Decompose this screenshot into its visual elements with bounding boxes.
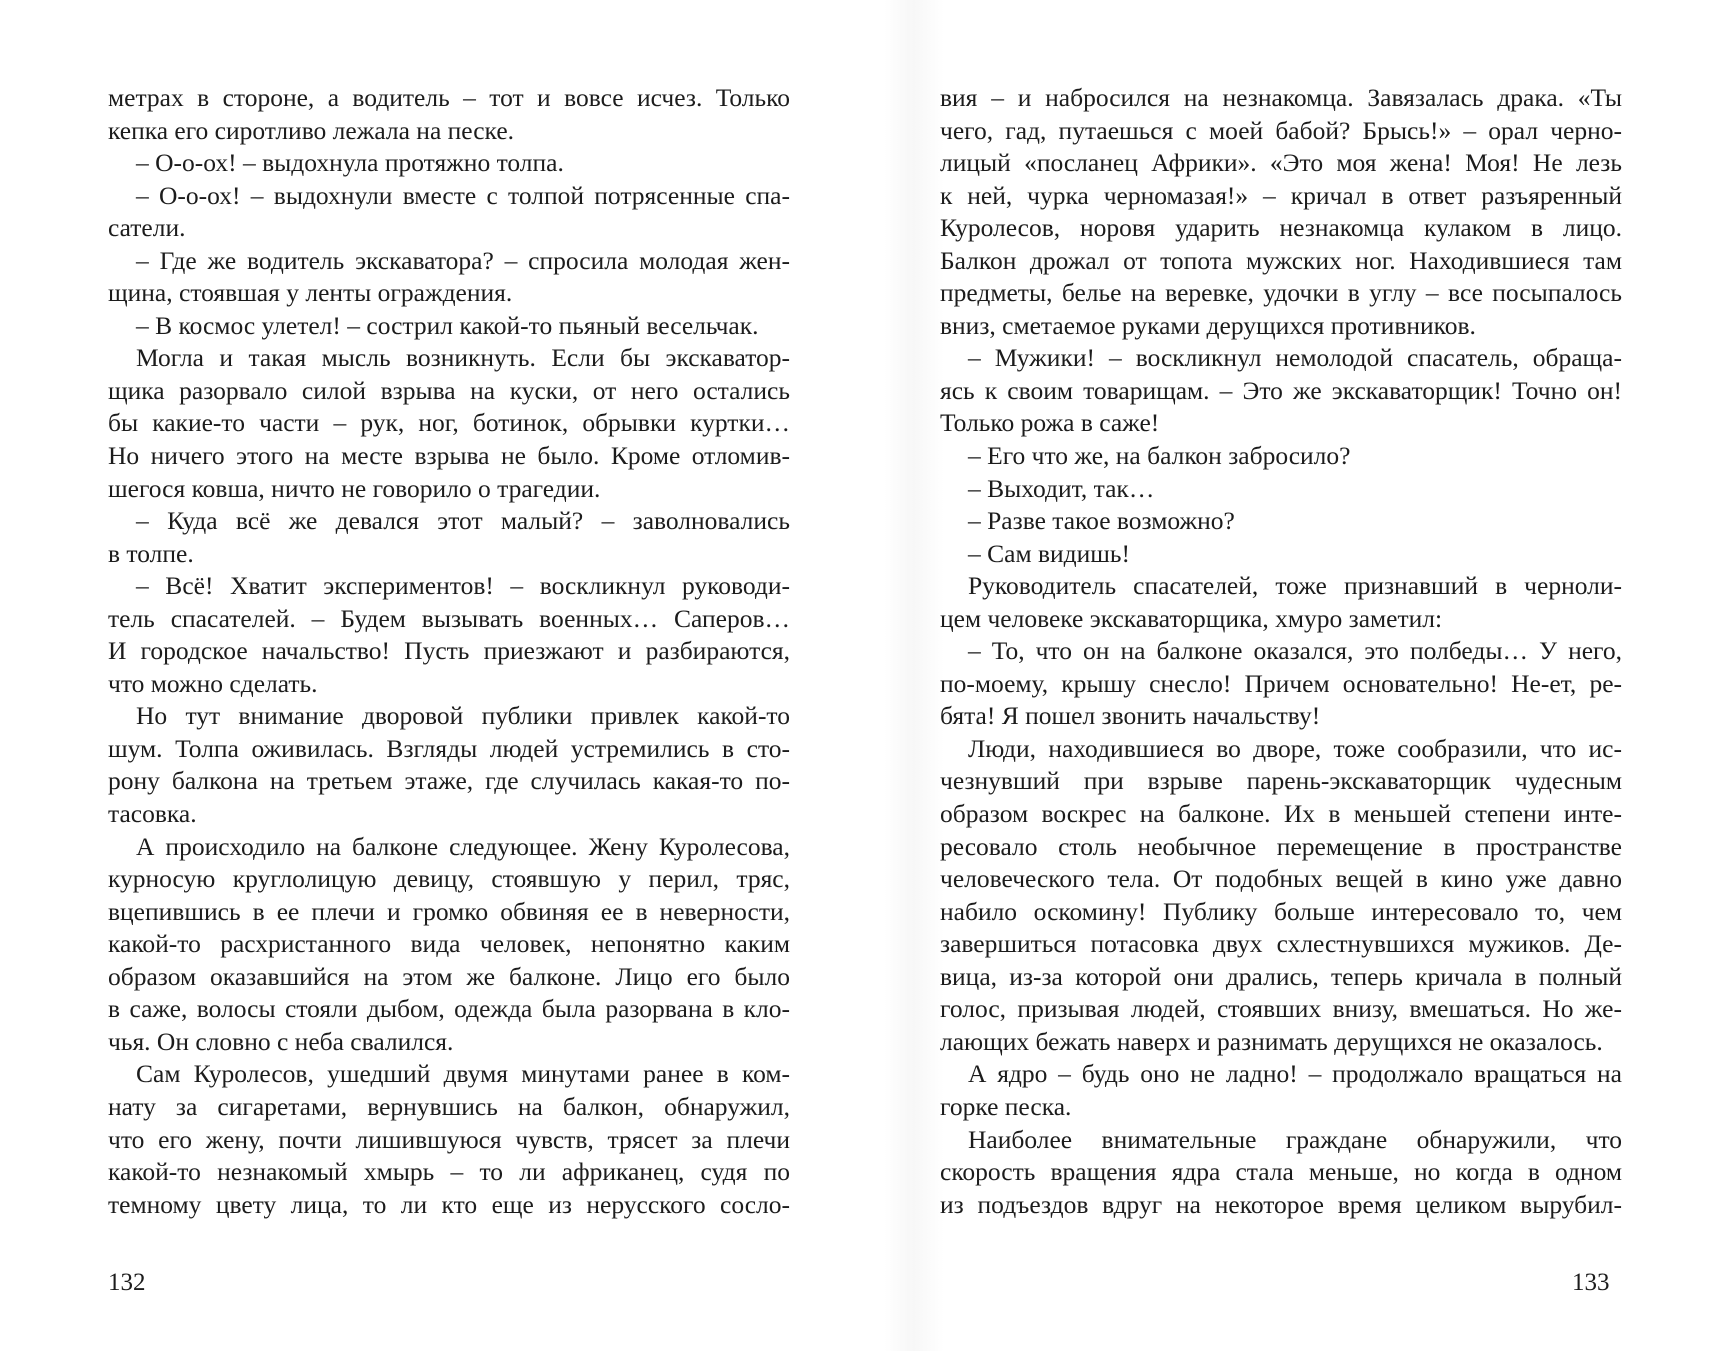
text-line: какой-то незнакомый хмырь – то ли африканец, судя по bbox=[108, 1157, 790, 1187]
text-line: что его жену, почти лишившуюся чувств, трясет за плечи bbox=[108, 1124, 790, 1154]
text-line: шегося ковша, ничто не говорило о трагедии. bbox=[108, 473, 601, 503]
text-line: ресовало столь необычное перемещение в пространстве bbox=[940, 831, 1622, 861]
text-line: Руководитель спасателей, тоже признавший в черноли- bbox=[968, 571, 1622, 601]
text-line: чья. Он словно с неба свалился. bbox=[108, 1026, 454, 1056]
text-line: – Мужики! – воскликнул немолодой спасатель, обраща- bbox=[968, 343, 1622, 373]
text-line: лающих бежать наверх и разнимать дерущихся не оказалось. bbox=[940, 1026, 1603, 1056]
text-line: Люди, находившиеся во дворе, тоже сообразили, что ис- bbox=[968, 733, 1622, 763]
text-line: чего, гад, путаешься с моей бабой? Брысь!» – орал черно- bbox=[940, 115, 1622, 145]
left-page-text bbox=[108, 82, 790, 1221]
text-line: по-моему, крышу снесло! Причем основательно! Не-ет, ре- bbox=[940, 668, 1622, 698]
text-line: щика разорвало силой взрыва на куски, от него остались bbox=[108, 375, 790, 405]
text-line: курносую круглолицую девицу, стоявшую у перил, тряс, bbox=[108, 864, 790, 894]
text-line: образом воскрес на балконе. Их в меньшей степени инте- bbox=[940, 799, 1622, 829]
text-line: человеческого тела. От подобных вещей в кино уже давно bbox=[940, 864, 1622, 894]
text-line: Балкон дрожал от топота мужских ног. Находившиеся там bbox=[940, 245, 1622, 275]
text-line: нату за сигаретами, вернувшись на балкон, обнаружил, bbox=[108, 1091, 790, 1121]
text-line: темному цвету лица, то ли кто еще из нерусского сосло- bbox=[108, 1189, 790, 1219]
text-line: бята! Я пошел звонить начальству! bbox=[940, 701, 1321, 731]
text-line: тель спасателей. – Будем вызывать военных… Саперов… bbox=[108, 603, 790, 633]
text-line: кепка его сиротливо лежала на песке. bbox=[108, 115, 515, 145]
text-line: тасовка. bbox=[108, 799, 197, 829]
text-line: А ядро – будь оно не ладно! – продолжало вращаться на bbox=[968, 1059, 1622, 1089]
text-line: шум. Толпа оживилась. Взгляды людей устремились в сто- bbox=[108, 733, 790, 763]
text-line: Могла и такая мысль возникнуть. Если бы экскаватор- bbox=[136, 343, 790, 373]
text-line: – О-о-ох! – выдохнула протяжно толпа. bbox=[136, 148, 564, 178]
text-line: вия – и набросился на незнакомца. Завязалась драка. «Ты bbox=[940, 83, 1622, 112]
text-line: – Всё! Хватит экспериментов! – воскликнул руководи- bbox=[136, 571, 790, 601]
text-line: метрах в стороне, а водитель – тот и вовсе исчез. Только bbox=[108, 83, 790, 112]
text-line: Наиболее внимательные граждане обнаружили, что bbox=[968, 1124, 1622, 1154]
text-line: Только рожа в саже! bbox=[940, 408, 1160, 438]
page-number-right: 133 bbox=[1572, 1269, 1610, 1296]
text-line: А происходило на балконе следующее. Жену Куролесова, bbox=[136, 831, 790, 861]
text-line: из подъездов вдруг на некоторое время целиком вырубил- bbox=[940, 1189, 1622, 1219]
text-line: в толпе. bbox=[108, 538, 194, 568]
text-line: цем человеке экскаваторщика, хмуро заметил: bbox=[940, 603, 1443, 633]
text-line: образом оказавшийся на этом же балконе. Лицо его было bbox=[108, 961, 790, 991]
text-line: ясь к своим товарищам. – Это же экскаваторщик! Точно он! bbox=[940, 375, 1622, 405]
text-line: вцепившись в ее плечи и громко обвиняя ее в неверности, bbox=[108, 896, 790, 926]
text-line: бы какие-то части – рук, ног, ботинок, обрывки куртки… bbox=[108, 408, 790, 438]
text-line: щина, стоявшая у ленты ограждения. bbox=[108, 278, 513, 308]
text-line: скорость вращения ядра стала меньше, но когда в одном bbox=[940, 1157, 1622, 1187]
text-line: чезнувший при взрыве парень-экскаваторщик чудесным bbox=[940, 766, 1622, 796]
text-line: какой-то расхристанного вида человек, непонятно каким bbox=[108, 929, 790, 959]
text-line: к ней, чурка черномазая!» – кричал в ответ разъяренный bbox=[940, 180, 1622, 210]
text-line: И городское начальство! Пусть приезжают и разбираются, bbox=[108, 636, 790, 666]
text-line: в саже, волосы стояли дыбом, одежда была разорвана в кло- bbox=[108, 994, 790, 1024]
text-line: вниз, сметаемое руками дерущихся противников. bbox=[940, 310, 1476, 340]
text-line: предметы, белье на веревке, удочки в углу – все посыпалось bbox=[940, 278, 1622, 308]
text-line: сатели. bbox=[108, 213, 186, 243]
text-line: – Сам видишь! bbox=[968, 538, 1131, 568]
text-line: – Куда всё же девался этот малый? – заволновались bbox=[136, 506, 790, 536]
text-line: вица, из-за которой они дрались, теперь кричала в полный bbox=[940, 961, 1622, 991]
text-line: горке песка. bbox=[940, 1091, 1072, 1121]
text-line: – То, что он на балконе оказался, это полбеды… У него, bbox=[968, 636, 1622, 666]
text-line: – Его что же, на балкон забросило? bbox=[968, 441, 1351, 471]
text-line: набило оскомину! Публику больше интересовало то, чем bbox=[940, 896, 1622, 926]
text-line: – Где же водитель экскаватора? – спросила молодая жен- bbox=[136, 245, 790, 275]
text-line: Но ничего этого на месте взрыва не было. Кроме отломив- bbox=[108, 441, 790, 471]
text-line: Сам Куролесов, ушедший двумя минутами ранее в ком- bbox=[136, 1059, 790, 1089]
page-number-left: 132 bbox=[108, 1269, 146, 1296]
text-line: Но тут внимание дворовой публики привлек какой-то bbox=[136, 701, 790, 731]
text-line: завершиться потасовка двух схлестнувшихся мужиков. Де- bbox=[940, 929, 1622, 959]
text-line: рону балкона на третьем этаже, где случилась какая-то по- bbox=[108, 766, 790, 796]
text-line: – В космос улетел! – сострил какой-то пьяный весельчак. bbox=[136, 310, 759, 340]
text-line: голос, призывая людей, стоявших внизу, вмешаться. Но же- bbox=[940, 994, 1622, 1024]
text-line: Куролесов, норовя ударить незнакомца кулаком в лицо. bbox=[940, 213, 1622, 243]
right-page-text bbox=[940, 82, 1622, 1221]
text-line: что можно сделать. bbox=[108, 668, 318, 698]
text-line: – О-о-ох! – выдохнули вместе с толпой потрясенные спа- bbox=[136, 180, 790, 210]
text-line: – Выходит, так… bbox=[968, 473, 1155, 503]
text-line: – Разве такое возможно? bbox=[968, 506, 1235, 536]
text-line: лицый «посланец Африки». «Это моя жена! Моя! Не лезь bbox=[940, 148, 1622, 178]
